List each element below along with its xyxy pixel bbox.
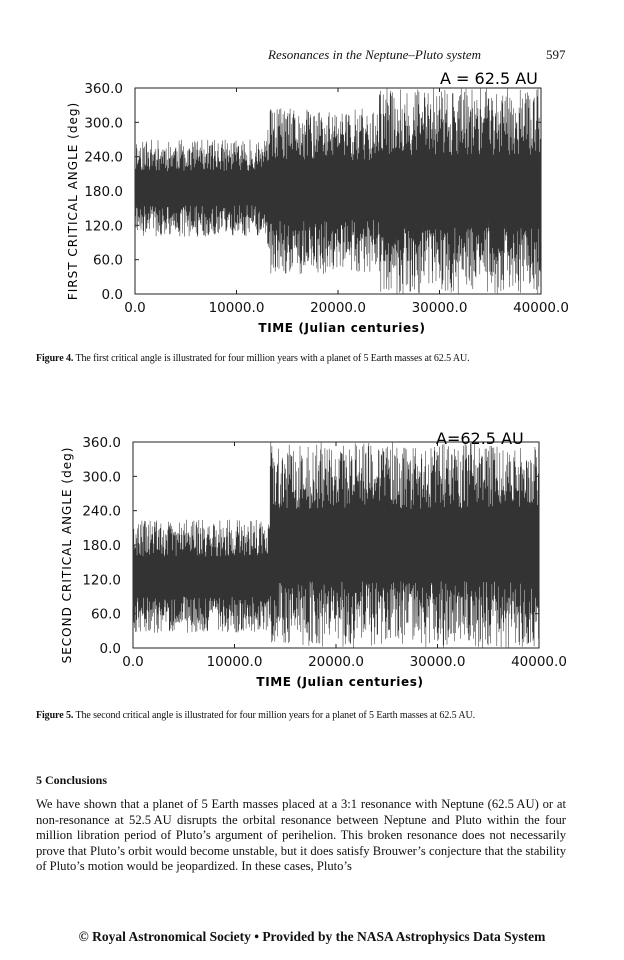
figure-5-caption-label: Figure 5. xyxy=(36,710,74,721)
page-number: 597 xyxy=(546,47,566,62)
y-tick-label: 360.0 xyxy=(82,435,121,451)
x-tick-label: 30000.0 xyxy=(409,654,466,670)
chart-second-critical-angle xyxy=(60,429,567,689)
x-tick-label: 0.0 xyxy=(122,654,144,670)
y-tick-label: 0.0 xyxy=(101,287,123,303)
y-tick-label: 60.0 xyxy=(90,606,121,623)
chart-title: A = 62.5 AU xyxy=(440,69,538,88)
y-axis-label: FIRST CRITICAL ANGLE (deg) xyxy=(66,101,80,301)
x-axis-label: TIME (Julian centuries) xyxy=(256,675,424,689)
x-tick-label: 30000.0 xyxy=(411,300,468,316)
x-tick-label: 20000.0 xyxy=(310,300,366,316)
section-heading: 5 Conclusions xyxy=(36,773,108,787)
x-tick-label: 20000.0 xyxy=(308,654,364,670)
x-tick-label: 10000.0 xyxy=(208,300,265,316)
footer-copyright: © Royal Astronomical Society • Provided by the NASA Astrophysics Data System xyxy=(78,929,546,944)
y-tick-label: 180.0 xyxy=(82,538,121,554)
y-tick-label: 60.0 xyxy=(92,252,123,269)
figure-5-caption xyxy=(36,710,596,721)
y-tick-label: 0.0 xyxy=(99,641,121,657)
chart-title: A=62.5 AU xyxy=(436,429,524,448)
y-tick-label: 180.0 xyxy=(84,184,123,200)
x-axis-label: TIME (Julian centuries) xyxy=(258,321,426,335)
section-paragraph: We have shown that a planet of 5 Earth masses placed at a 3:1 resonance with Neptune (62.5 AU) or at non-resonance at 52.5 AU disrupts the orbital resonance between Neptune and Pluto within the four million libration period of Pluto’s argument of perihelion. This broken resonance does not necessarily prove that Pluto’s orbit would become unstable, but it does satisfy Brouwer’s conjecture that the stability of Pluto’s motion would be jeopardized. In these cases, Pluto’s xyxy=(36,797,566,873)
x-tick-label: 40000.0 xyxy=(513,300,569,316)
y-tick-label: 240.0 xyxy=(84,149,123,166)
figure-4-chart xyxy=(0,66,624,350)
y-tick-label: 240.0 xyxy=(82,503,121,520)
data-series-line xyxy=(133,442,539,648)
x-tick-label: 10000.0 xyxy=(206,654,263,670)
y-axis-label: SECOND CRITICAL ANGLE (deg) xyxy=(60,446,74,664)
y-tick-label: 120.0 xyxy=(82,572,121,589)
figure-4-caption-text: The first critical angle is illustrated for four million years with a planet of 5 Earth masses at 62.5 AU. xyxy=(73,353,470,364)
y-tick-label: 300.0 xyxy=(82,469,121,486)
figure-4-caption-label: Figure 4. xyxy=(36,353,74,364)
x-tick-label: 40000.0 xyxy=(511,654,567,670)
x-tick-label: 0.0 xyxy=(124,300,146,316)
chart-first-critical-angle xyxy=(66,69,569,335)
figure-5-chart xyxy=(0,420,624,704)
y-tick-label: 300.0 xyxy=(84,115,123,132)
y-tick-label: 120.0 xyxy=(84,218,123,235)
y-tick-label: 360.0 xyxy=(84,81,123,97)
figure-5-caption-text: The second critical angle is illustrated for four million years for a planet of 5 Earth masses at 62.5 AU. xyxy=(73,710,476,721)
figure-4-caption xyxy=(36,353,596,364)
data-series-line xyxy=(135,88,541,294)
running-title: Resonances in the Neptune–Pluto system xyxy=(268,47,482,62)
